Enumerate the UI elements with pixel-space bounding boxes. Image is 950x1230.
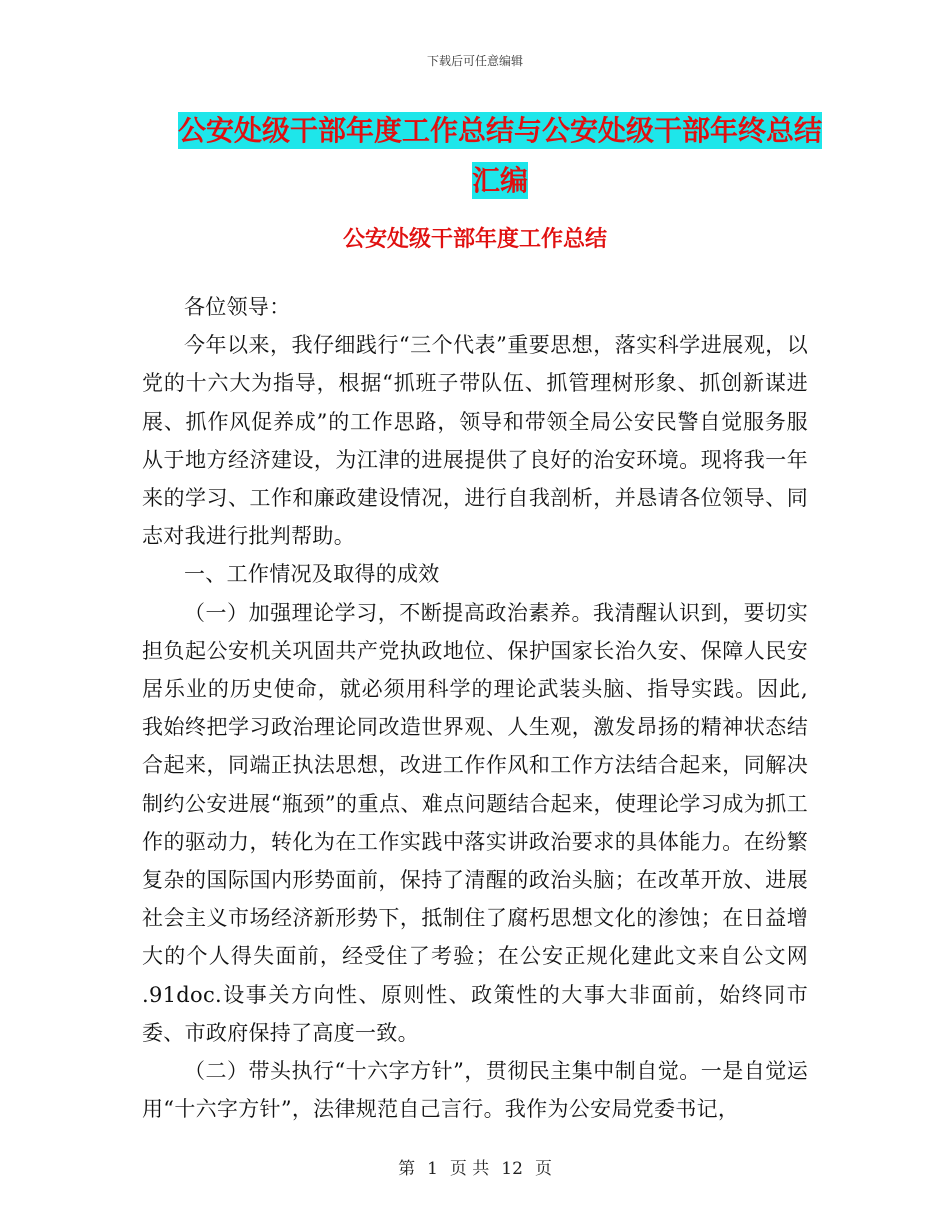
- document-title: [140, 106, 860, 206]
- page-total: 12: [501, 1159, 523, 1179]
- paragraph-theory-study: （一）加强理论学习，不断提高政治素养。我清醒认识到，要切实担负起公安机关巩固共产党执政地位、保护国家长治久安、保障人民安居乐业的历史使命，就必须用科学的理论武装头脑、指导实践。因此,我始终把学习政治理论同改造世界观、人生观，激发昂扬的精神状态结合起来，同端正执法思想，改进工作作风和工作方法结合起来，同解决制约公安进展“瓶颈”的重点、难点问题结合起来，使理论学习成为抓工作的驱动力，转化为在工作实践中落实讲政治要求的具体能力。在纷繁复杂的国际国内形势面前，保持了清醒的政治头脑；在改革开放、进展社会主义市场经济新形势下，抵制住了腐朽思想文化的渗蚀；在日益增大的个人得失面前，经受住了考验；在公安正规化建此文来自公文网 .91doc.设事关方向性、原则性、政策性的大事大非面前，始终同市委、市政府保持了高度一致。: [142, 600, 808, 1045]
- salutation: 各位领导：: [184, 295, 291, 319]
- page-number: 1: [427, 1159, 438, 1179]
- document-title-line-1: 公安处级干部年度工作总结与公安处级干部年终总结: [177, 114, 822, 147]
- header-note: 下载后可任意编辑: [426, 54, 523, 68]
- footer-prefix: 第: [398, 1159, 416, 1179]
- footer-suffix: 页: [534, 1159, 552, 1179]
- page-footer: [0, 1154, 950, 1179]
- footer-mid: 页 共: [449, 1159, 490, 1179]
- paragraph-sixteen-char-policy: （二）带头执行“十六字方针”，贯彻民主集中制自觉。一是自觉运用“十六字方针”，法律规范自己言行。我作为公安局党委书记，: [142, 1059, 808, 1122]
- document-title-line-2: 汇编: [471, 164, 528, 197]
- paragraph-intro: 今年以来，我仔细践行“三个代表”重要思想，落实科学进展观，以党的十六大为指导，根据“抓班子带队伍、抓管理树形象、抓创新谋进展、抓作风促养成”的工作思路，领导和带领全局公安民警自觉服务服从于地方经济建设，为江津的进展提供了良好的治安环境。现将我一年来的学习、工作和廉政建设情况，进行自我剖析，并恳请各位领导、同志对我进行批判帮助。: [142, 333, 808, 549]
- document-body: [142, 288, 808, 1128]
- section-title: 公安处级干部年度工作总结: [342, 227, 607, 252]
- heading-work-status: 一、工作情况及取得的成效: [184, 562, 440, 587]
